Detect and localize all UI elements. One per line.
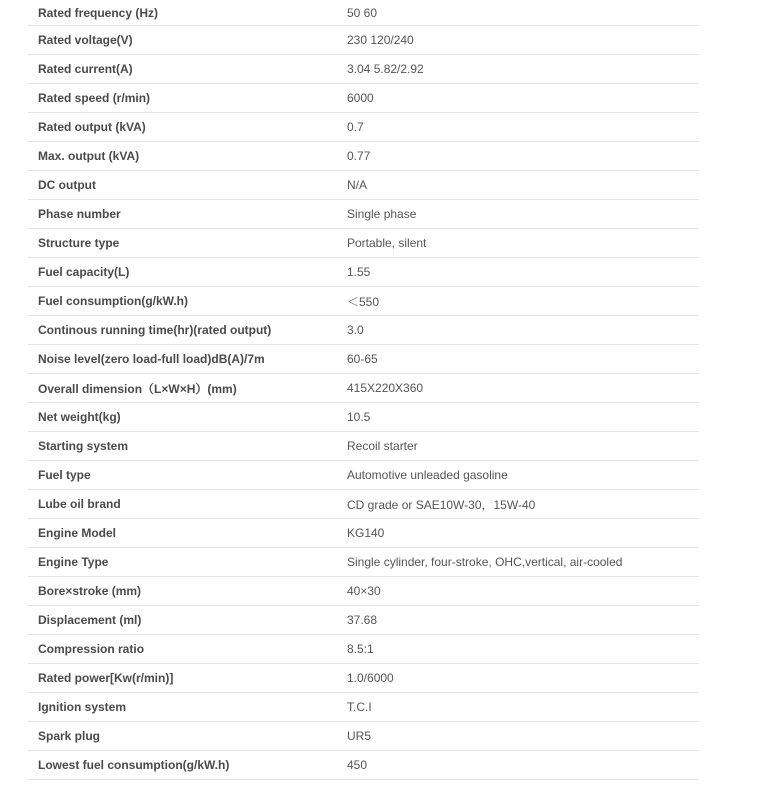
spec-label: Max. output (kVA) — [28, 142, 347, 171]
table-row — [28, 432, 699, 461]
spec-value: Portable, silent — [347, 229, 699, 258]
spec-value: Single cylinder, four-stroke, OHC,vertical, air-cooled — [347, 548, 699, 577]
table-row — [28, 171, 699, 200]
spec-label: Engine Model — [28, 519, 347, 548]
table-row — [28, 374, 699, 403]
spec-label: Displacement (ml) — [28, 606, 347, 635]
spec-value: 37.68 — [347, 606, 699, 635]
spec-label: Starting system — [28, 432, 347, 461]
spec-value: KG140 — [347, 519, 699, 548]
spec-label: Phase number — [28, 200, 347, 229]
table-row — [28, 316, 699, 345]
spec-value: 40×30 — [347, 577, 699, 606]
spec-label: Noise level(zero load-full load)dB(A)/7m — [28, 345, 347, 374]
spec-label: Rated output (kVA) — [28, 113, 347, 142]
table-row — [28, 113, 699, 142]
spec-label: Rated speed (r/min) — [28, 84, 347, 113]
spec-label: DC output — [28, 171, 347, 200]
spec-label: Ignition system — [28, 693, 347, 722]
spec-label: Continous running time(hr)(rated output) — [28, 316, 347, 345]
spec-value: 6000 — [347, 84, 699, 113]
spec-label: Rated voltage(V) — [28, 26, 347, 55]
table-row — [28, 55, 699, 84]
spec-label: Fuel type — [28, 461, 347, 490]
spec-label: Overall dimension（L×W×H）(mm) — [28, 374, 347, 403]
spec-value: T.C.I — [347, 693, 699, 722]
spec-value: ＜550 — [347, 287, 699, 316]
table-row — [28, 461, 699, 490]
spec-value: 415X220X360 — [347, 374, 699, 403]
spec-value: 60-65 — [347, 345, 699, 374]
table-row — [28, 490, 699, 519]
table-row — [28, 693, 699, 722]
spec-label: Structure type — [28, 229, 347, 258]
spec-label: Spark plug — [28, 722, 347, 751]
table-row — [28, 548, 699, 577]
spec-value: Automotive unleaded gasoline — [347, 461, 699, 490]
table-row — [28, 722, 699, 751]
spec-table — [28, 0, 699, 780]
spec-label: Lube oil brand — [28, 490, 347, 519]
table-row — [28, 258, 699, 287]
spec-value: 450 — [347, 751, 699, 780]
table-row — [28, 0, 699, 26]
spec-value: 0.7 — [347, 113, 699, 142]
spec-label: Engine Type — [28, 548, 347, 577]
spec-value: 10.5 — [347, 403, 699, 432]
spec-value: N/A — [347, 171, 699, 200]
spec-value: 3.0 — [347, 316, 699, 345]
table-row — [28, 287, 699, 316]
spec-label: Rated current(A) — [28, 55, 347, 84]
table-row — [28, 403, 699, 432]
table-row — [28, 519, 699, 548]
spec-value: CD grade or SAE10W-30，15W-40 — [347, 490, 699, 519]
spec-value: 8.5:1 — [347, 635, 699, 664]
spec-label: Fuel capacity(L) — [28, 258, 347, 287]
spec-value: 3.04 5.82/2.92 — [347, 55, 699, 84]
table-row — [28, 664, 699, 693]
spec-value: 230 120/240 — [347, 26, 699, 55]
table-row — [28, 345, 699, 374]
table-row — [28, 606, 699, 635]
spec-value: UR5 — [347, 722, 699, 751]
spec-value: 1.0/6000 — [347, 664, 699, 693]
spec-label: Bore×stroke (mm) — [28, 577, 347, 606]
table-row — [28, 142, 699, 171]
spec-value: 1.55 — [347, 258, 699, 287]
spec-label: Rated frequency (Hz) — [28, 0, 347, 26]
spec-value: Recoil starter — [347, 432, 699, 461]
spec-value: 50 60 — [347, 0, 699, 26]
table-row — [28, 577, 699, 606]
spec-value: Single phase — [347, 200, 699, 229]
spec-label: Lowest fuel consumption(g/kW.h) — [28, 751, 347, 780]
spec-label: Rated power[Kw(r/min)] — [28, 664, 347, 693]
table-row — [28, 635, 699, 664]
spec-label: Compression ratio — [28, 635, 347, 664]
spec-label: Net weight(kg) — [28, 403, 347, 432]
table-row — [28, 200, 699, 229]
spec-value: 0.77 — [347, 142, 699, 171]
table-row — [28, 84, 699, 113]
table-row — [28, 229, 699, 258]
table-row — [28, 26, 699, 55]
table-row — [28, 751, 699, 780]
spec-label: Fuel consumption(g/kW.h) — [28, 287, 347, 316]
